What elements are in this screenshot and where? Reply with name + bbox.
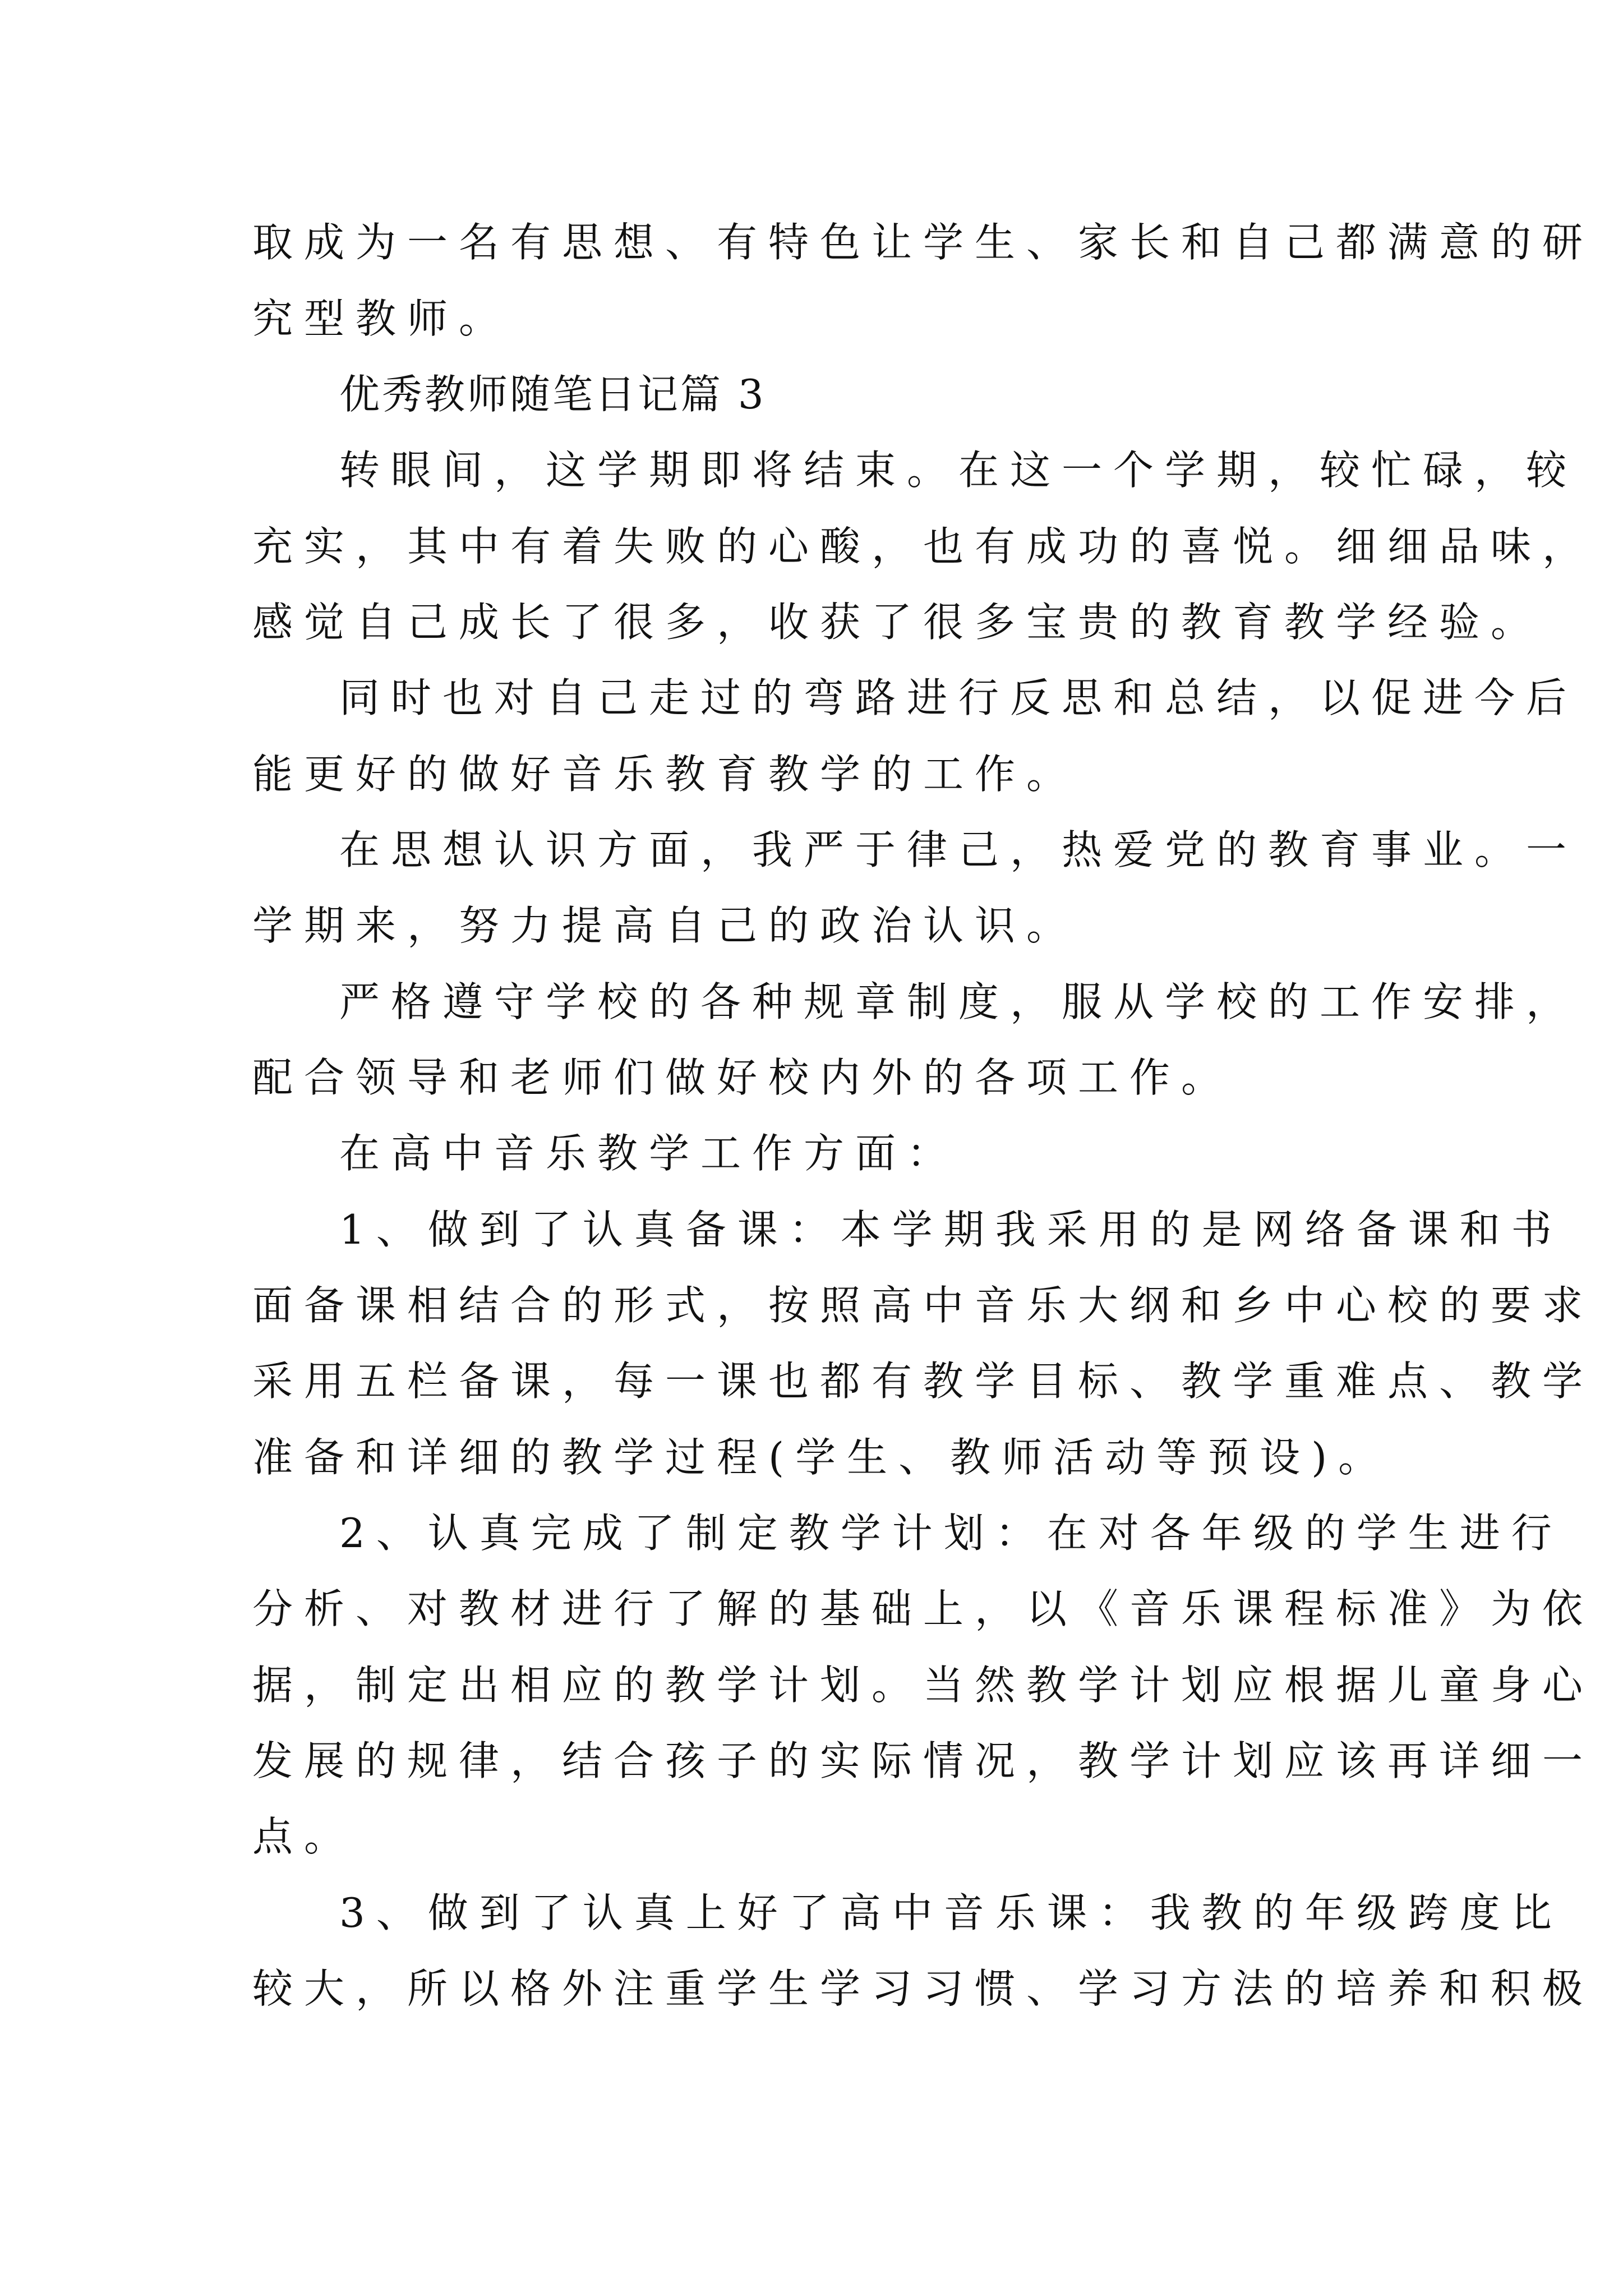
paragraph-line: 采用五栏备课，每一课也都有教学目标、教学重难点、教学: [252, 1358, 1594, 1405]
paragraph-line: 究型教师。: [252, 295, 511, 342]
paragraph-line: 在思想认识方面，我严于律己，热爱党的教育事业。一: [339, 826, 1578, 873]
paragraph-line: 感觉自己成长了很多，收获了很多宝贵的教育教学经验。: [252, 599, 1543, 646]
paragraph-line: 学期来，努力提高自己的政治认识。: [252, 902, 1078, 949]
paragraph-line: 2、认真完成了制定教学计划：在对各年级的学生进行: [339, 1510, 1563, 1557]
paragraph-line: 发展的规律，结合孩子的实际情况，教学计划应该再详细一: [252, 1737, 1594, 1784]
paragraph-line: 在高中音乐教学工作方面：: [339, 1130, 959, 1177]
paragraph-line: 取成为一名有思想、有特色让学生、家长和自己都满意的研: [252, 219, 1594, 266]
paragraph-line: 据，制定出相应的教学计划。当然教学计划应根据儿童身心: [252, 1662, 1594, 1709]
paragraph-line: 较大，所以格外注重学生学习习惯、学习方法的培养和积极: [252, 1965, 1594, 2012]
paragraph-line: 分析、对教材进行了解的基础上，以《音乐课程标准》为依: [252, 1585, 1594, 1632]
paragraph-line: 点。: [252, 1813, 356, 1860]
paragraph-line: 配合领导和老师们做好校内外的各项工作。: [252, 1054, 1233, 1101]
paragraph-line: 充实，其中有着失败的心酸，也有成功的喜悦。细细品味，: [252, 523, 1594, 570]
paragraph-line: 准备和详细的教学过程(学生、教师活动等预设)。: [252, 1434, 1390, 1481]
section-heading: 优秀教师随笔日记篇 3: [339, 371, 766, 418]
paragraph-line: 面备课相结合的形式，按照高中音乐大纲和乡中心校的要求: [252, 1282, 1594, 1329]
paragraph-line: 同时也对自己走过的弯路进行反思和总结，以促进今后: [339, 674, 1578, 721]
paragraph-line: 严格遵守学校的各种规章制度，服从学校的工作安排，: [339, 978, 1578, 1025]
paragraph-line: 转眼间，这学期即将结束。在这一个学期，较忙碌，较: [339, 447, 1578, 494]
paragraph-line: 能更好的做好音乐教育教学的工作。: [252, 751, 1078, 798]
paragraph-line: 1、做到了认真备课：本学期我采用的是网络备课和书: [339, 1206, 1563, 1253]
paragraph-line: 3、做到了认真上好了高中音乐课：我教的年级跨度比: [339, 1889, 1563, 1936]
